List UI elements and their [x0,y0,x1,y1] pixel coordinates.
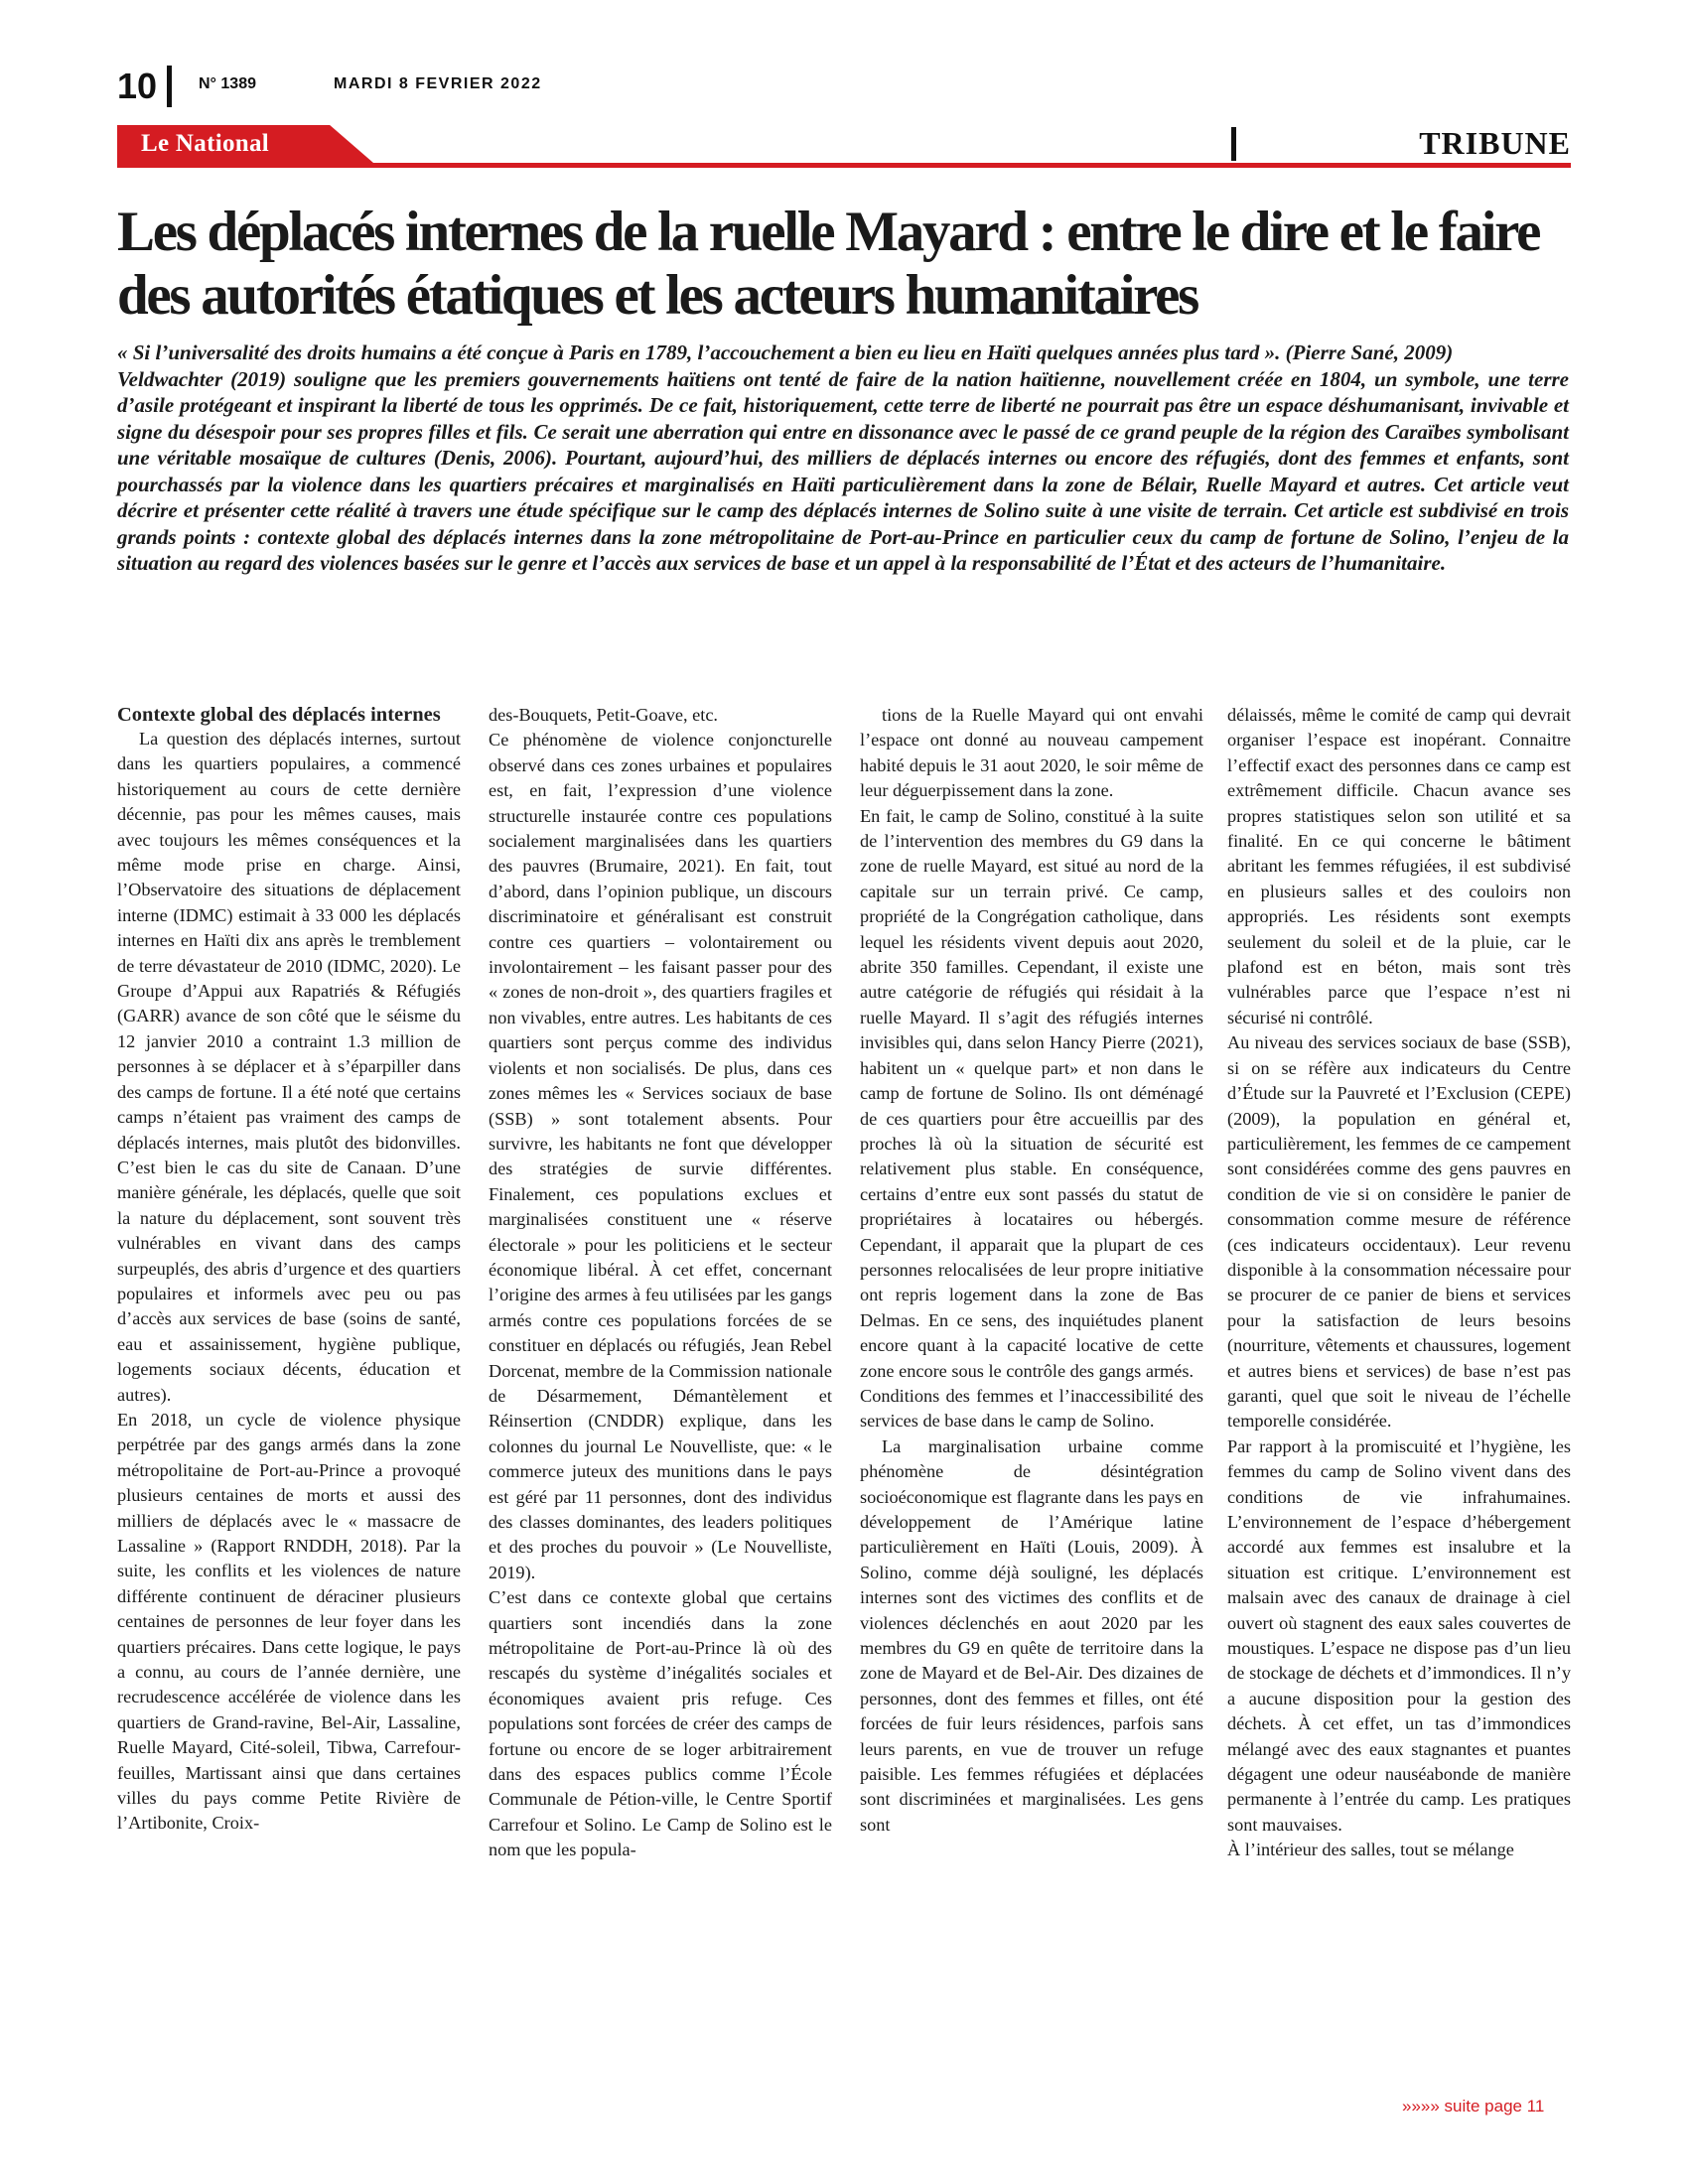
article-body [117,703,1571,2113]
body-paragraph: C’est dans ce contexte global que certains quartiers sont incendiés dans la zone métropolitaine de Port-au-Prince là où des rescapés du système d’inégalités sociales et économiques avaient pris refuge. Ces populations sont forcées de créer des camps de fortune ou encore de se loger arbitrairement dans des espaces publics comme l’École Communale de Pétion-ville, le Centre Sportif Carrefour et Solino. Le Camp de Solino est le nom que les popula- [489,1587,832,1860]
article-lede [117,340,1569,577]
body-paragraph: Ce phénomène de violence conjoncturelle observé dans ces zones urbaines et populaires est, en fait, l’expression d’une violence structurelle instaurée contre ces populations socialement marginalisées dans les quartiers des pauvres (Brumaire, 2021). En fait, tout d’abord, dans l’opinion publique, un discours discriminatoire et généralisant est construit contre ces quartiers – volontairement ou involontairement – les faisant passer pour des « zones de non-droit », des quartiers fragiles et non vivables, entre autres. Les habitants de ces quartiers sont perçus comme des individus violents et non socialisés. De plus, dans ces zones mêmes les « Services sociaux de base (SSB) » sont totalement absents. Pour survivre, les habitants ne font que développer des stratégies de survie différentes. Finalement, ces populations exclues et marginalisées constituent une « réserve électorale » pour les politiciens et le secteur économique libéral. À cet effet, concernant l’origine des armes à feu utilisées par les gangs armés contre ces populations forcées de se constituer en déplacés ou réfugiés, Jean Rebel Dorcenat, membre de la Commission nationale de Désarmement, Démantèlement et Réinsertion (CNDDR) explique, dans les colonnes du journal Le Nouvelliste, que: « le commerce juteux des munitions dans le pays est géré par 11 personnes, dont des individus des classes dominantes, des leaders politiques et des proches du pouvoir » (Le Nouvelliste, 2019). [489,730,832,1582]
section-label: TRIBUNE [1419,125,1571,161]
epigraph: « Si l’universalité des droits humains a été conçue à Paris en 1789, l’accouchement a bien eu lieu en Haïti quelques années plus tard ». (Pierre Sané, 2009) [117,341,1454,364]
body-paragraph: Conditions des femmes et l’inaccessibilité des services de base dans le camp de Solino. [860,1385,1203,1432]
article-headline: Les déplacés internes de la ruelle Mayard : entre le dire et le faire des autorités étatiques et les acteurs humanitaires [117,201,1540,327]
continued-link[interactable]: »»»» suite page 11 [1402,2097,1545,2116]
issue-date: MARDI 8 FEVRIER 2022 [334,75,542,92]
body-paragraph: La question des déplacés internes, surtout dans les quartiers populaires, a commencé historiquement au cours de cette dernière décennie, pas pour les mêmes causes, mais avec toujours les mêmes conséquences et la même mode prise en charge. Ainsi, l’Observatoire des situations de déplacement interne (IDMC) estimait à 33 000 les déplacés internes en Haïti dix ans après le tremblement de terre dévastateur de 2010 (IDMC, 2020). Le Groupe d’Appui aux Rapatriés & Réfugiés (GARR) avance de son côté que le séisme du 12 janvier 2010 a contraint 1.3 million de personnes à se déplacer et à s’éparpiller dans des camps de fortune. Il a été noté que certains camps n’étaient pas vraiment des camps de déplacés internes, mais plutôt des bidonvilles. C’est bien le cas du site de Canaan. D’une manière générale, les déplacés, quelle que soit la nature du déplacement, sont souvent très vulnérables en vivant dans des camps surpeuplés, des abris d’urgence et des quartiers populaires et informels avec peu ou pas d’accès aux services de base (soins de santé, eau et assainissement, hygiène publique, logements sociaux décents, éducation et autres). [117,729,461,1405]
body-paragraph: des-Bouquets, Petit-Goave, etc. [489,705,718,725]
newspaper-logo: Le National [141,130,269,157]
header-rule [117,163,1571,168]
body-paragraph: tions de la Ruelle Mayard qui ont envahi l’espace ont donné au nouveau campement habité depuis le 31 aout 2020, le soir même de leur déguerpissement dans la zone. [860,705,1203,801]
masthead [117,64,1571,109]
body-paragraph: La marginalisation urbaine comme phénomène de désintégration socioéconomique est flagrante dans les pays en développement de l’Amérique latine particulièrement en Haïti (Louis, 2009). À Solino, comme déjà souligné, les déplacés internes sont des victimes des conflits et de violences déclenchés en aout 2020 par les membres du G9 en quête de territoire dans la zone de Mayard et de Bel-Air. Des dizaines de personnes, dont des femmes et filles, ont été forcées de fuir leurs résidences, parfois sans leurs parents, en vue de trouver un refuge paisible. Les femmes réfugiées et déplacées sont discriminées et marginalisées. Les gens sont [860,1435,1203,1835]
body-paragraph: En 2018, un cycle de violence physique perpétrée par des gangs armés dans la zone métropolitaine de Port-au-Prince a provoqué plusieurs centaines de morts et aussi des milliers de déplacés avec le « massacre de Lassaline » (Rapport RNDDH, 2018). Par la suite, les conflits et les violences de nature différente continuent de déraciner plusieurs centaines de personnes de leur foyer dans les quartiers précaires. Dans cette logique, le pays a connu, au cours de l’année dernière, une recrudescence accélérée de violence dans les quartiers de Grand-ravine, Bel-Air, Lassaline, Ruelle Mayard, Cité-soleil, Tibwa, Carrefour-feuilles, Martissant ainsi que dans certaines villes du pays comme Petite Rivière de l’Artibonite, Croix- [117,1409,461,1834]
body-paragraph: Au niveau des services sociaux de base (SSB), si on se réfère aux indicateurs du Centre d’Étude sur la Pauvreté et l’Exclusion (CEPE) (2009), la population en général et, particulièrement, les femmes de ce campement sont considérées comme des gens pauvres en condition de vie si on considère le panier de consommation comme mesure de référence (ces indicateurs occidentaux). Leur revenu disponible à la consommation nécessaire pour se procurer de ce panier de biens et services pour la satisfaction de leurs besoins (nourriture, vêtements et chaussures, logement et autres biens et services) de base n’est pas garanti, quel que soit le niveau de l’échelle temporelle considérée. [1227,1032,1571,1432]
issue-number: N° 1389 [199,75,256,92]
column-1 [117,703,461,2113]
lede-paragraph: Veldwachter (2019) souligne que les premiers gouvernements haïtiens ont tenté de faire de la nation haïtienne, nouvellement créée en 1804, un symbole, une terre d’asile protégeant et inspirant la liberté de tous les opprimés. De ce fait, historiquement, cette terre de liberté ne pourrait pas être un espace déshumanisant, invivable et signe du désespoir pour ses propres filles et fils. Ce serait une aberration qui entre en dissonance avec le passé de ce grand peuple de la région des Caraïbes symbolisant une véritable mosaïque de cultures (Denis, 2006). Pourtant, aujourd’hui, des milliers de déplacés internes ou encore des réfugiés, dont des femmes et enfants, sont pourchassés par la violence dans les quartiers précaires et marginalisés en Haïti particulièrement dans la zone de Bélair, Ruelle Mayard et autres. Cet article veut décrire et présenter cette réalité à travers une étude spécifique sur le camp des déplacés internes de Solino suite à une visite de terrain. Cet article est subdivisé en trois grands points : contexte global des déplacés internes dans la zone métropolitaine de Port-au-Prince en particulier ceux du camp de fortune de Solino, l’enjeu de la situation au regard des violences basées sur le genre et l’accès aux services de base et un appel à la responsabilité de l’État et des acteurs de l’humanitaire. [117,366,1569,575]
page-number: 10 [117,66,158,106]
body-paragraph: À l’intérieur des salles, tout se mélange [1227,1840,1514,1860]
column-4 [1227,703,1571,2113]
page-number-divider [167,66,172,107]
brand-row [117,125,1571,167]
column-2 [489,703,832,2113]
section-divider [1231,127,1236,161]
body-paragraph: Par rapport à la promiscuité et l’hygiène, les femmes du camp de Solino vivent dans des conditions de vie infrahumaines. L’environnement de l’espace d’hébergement accordé aux femmes est insalubre et la situation est critique. L’environnement est malsain avec des canaux de drainage à ciel ouvert où stagnent des eaux sales couvertes de moustiques. L’espace ne dispose pas d’un lieu de stockage de déchets et d’immondices. Il n’y a aucune disposition pour la gestion des déchets. À cet effet, un tas d’immondices mélangé avec des eaux stagnantes et puantes dégagent une odeur nauséabonde de manière permanente à l’entrée du camp. Les pratiques sont mauvaises. [1227,1435,1571,1835]
body-paragraph: En fait, le camp de Solino, constitué à la suite de l’intervention des membres du G9 dans la zone de ruelle Mayard, est situé au nord de la capitale sur un terrain privé. Ce camp, propriété de la Congrégation catholique, dans lequel les résidents vivent depuis aout 2020, abrite 350 familles. Cependant, il existe une autre catégorie de réfugiés qui résidait à la ruelle Mayard. Il s’agit des réfugiés internes invisibles qui, dans selon Hancy Pierre (2021), habitent un « quelque part» et non dans le camp de fortune de Solino. Ils ont déménagé de ces quartiers pour être accueillis par des proches là où la situation de sécurité est relativement plus stable. En conséquence, certains d’entre eux sont passés du statut de propriétaires à locataires ou hébergés. Cependant, il apparait que la plupart de ces personnes relocalisées de leur propre initiative ont repris logement dans la zone de Bas Delmas. En ce sens, des inquiétudes planent encore quant à la capacité locative de cette zone encore sous le contrôle des gangs armés. [860,805,1203,1381]
column-3 [860,703,1203,2113]
body-paragraph: délaissés, même le comité de camp qui devrait organiser l’espace est inopérant. Connaitre l’effectif exact des personnes dans ce camp est extrêmement difficile. Chacun avance ses propres statistiques selon son utilité et sa finalité. En ce qui concerne le bâtiment abritant les femmes réfugiées, il est subdivisé en plusieurs salles et des couloirs non appropriés. Les résidents sont exempts seulement du soleil et de la pluie, car le plafond est en béton, mais sont très vulnérables parce que l’espace n’est ni sécurisé ni contrôlé. [1227,705,1571,1027]
section-subhead: Contexte global des déplacés internes [117,704,441,726]
